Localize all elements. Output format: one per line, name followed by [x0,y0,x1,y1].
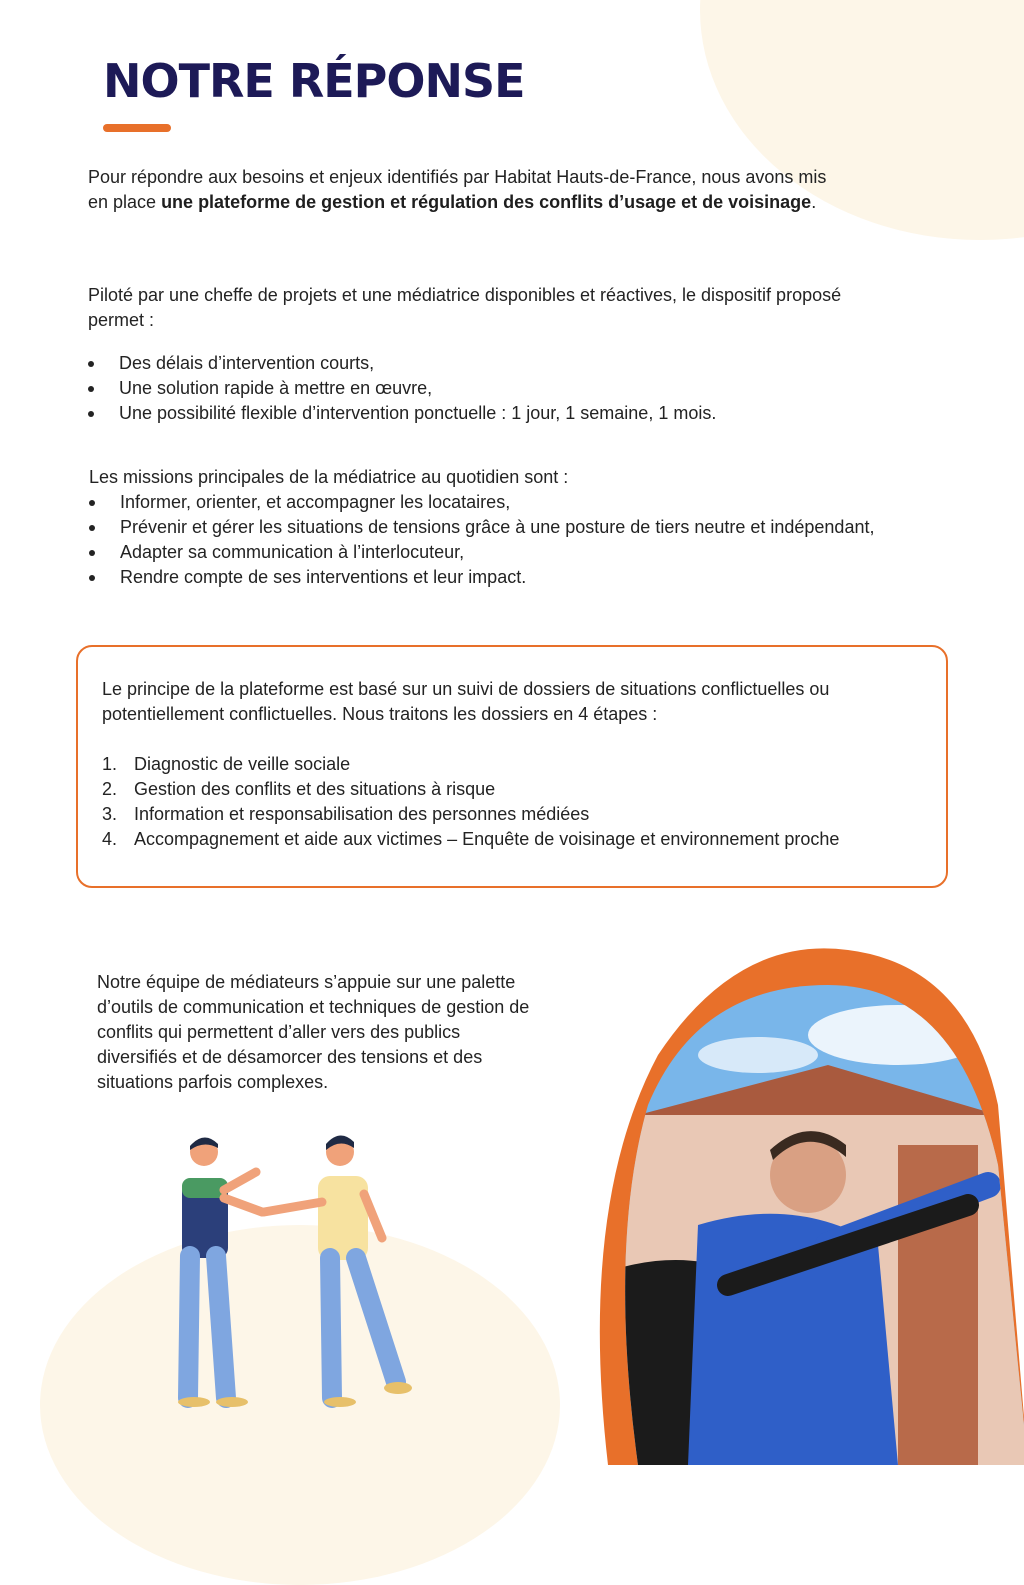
list-item: Adapter sa communication à l’interlocuteur, [89,540,874,565]
list-item: Des délais d’intervention courts, [88,351,716,376]
missions-list [89,490,874,590]
title-underline [103,124,171,132]
list-item [102,777,839,802]
step-number: 1. [102,754,118,774]
list-item: Informer, orienter, et accompagner les locataires, [89,490,874,515]
intro-paragraph [88,165,848,215]
step-text: Accompagnement et aide aux victimes – Enquête de voisinage et environnement proche [134,829,840,849]
missions-heading: Les missions principales de la médiatrice au quotidien sont : [89,467,569,487]
intro-text-bold: une plateforme de gestion et régulation des conflits d’usage et de voisinage [161,192,812,212]
intro-text-start: Pour répondre aux besoins et enjeux identifiés par Habitat Hauts-de-France, nous avons mis en place [88,167,827,212]
pilot-paragraph: Piloté par une cheffe de projets et une médiatrice disponibles et réactives, le dispositif proposé permet : [88,285,842,330]
step-number: 3. [102,804,118,824]
team-paragraph: Notre équipe de médiateurs s’appuie sur une palette d’outils de communication et techniques de gestion de conflits qui permettent d’aller vers des publics diversifiés et de désamorcer des tensions et des situations parfois complexes. [97,972,530,1092]
intro-text-end: . [811,192,817,212]
step-text: Diagnostic de veille sociale [134,754,351,774]
step-number: 2. [102,779,118,799]
list-item [102,827,839,852]
list-item: Rendre compte de ses interventions et leur impact. [89,565,874,590]
step-text: Gestion des conflits et des situations à risque [134,779,496,799]
steps-list [102,752,839,852]
list-item: Prévenir et gérer les situations de tensions grâce à une posture de tiers neutre et indépendant, [89,515,874,540]
list-item [102,802,839,827]
handshake-illustration [160,1130,420,1410]
principle-box [76,645,948,888]
step-number: 4. [102,829,118,849]
list-item: Une solution rapide à mettre en œuvre, [88,376,716,401]
page-title: NOTRE RÉPONSE [103,54,525,108]
list-item: Une possibilité flexible d’intervention ponctuelle : 1 jour, 1 semaine, 1 mois. [88,401,716,426]
list-item [102,752,839,777]
pilot-list [88,351,716,426]
step-text: Information et responsabilisation des personnes médiées [134,804,590,824]
principle-intro: Le principe de la plateforme est basé sur un suivi de dossiers de situations conflictuelles ou potentiellement conflictuelles. Nous traitons les dossiers en 4 étapes : [102,679,830,724]
mediators-photo [598,945,1024,1465]
